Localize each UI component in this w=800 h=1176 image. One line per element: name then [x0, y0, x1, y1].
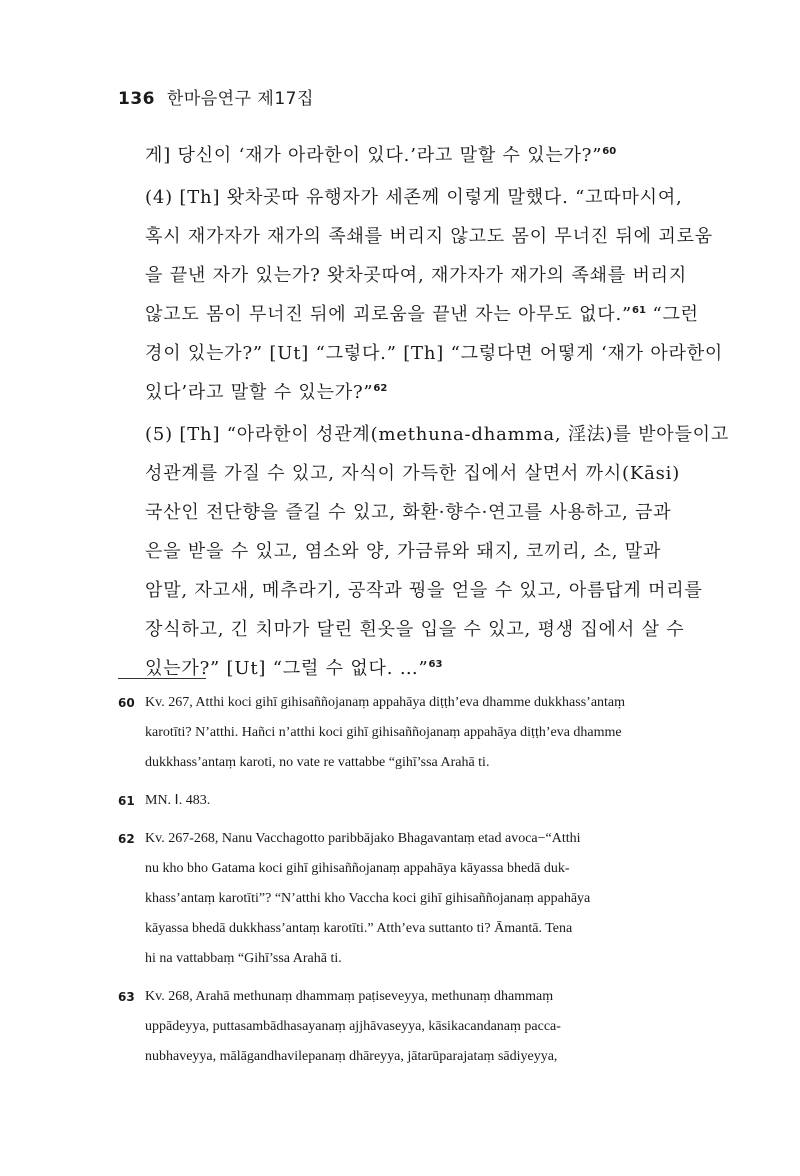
text-line-content: 암말, 자고새, 메추라기, 공작과 꿩을 얻을 수 있고, 아름답게 머리를 [145, 580, 703, 601]
text-line-content: 을 끝낸 자가 있는가? 왓차곳따여, 재가자가 재가의 족쇄를 버리지 [145, 265, 688, 286]
footnote-divider [118, 678, 206, 679]
text-line [145, 649, 665, 688]
footnote-line: nu kho bho Gatama koci gihī gihisaññojanaṃ appahāya kāyassa bhedā duk- [145, 861, 570, 876]
footnote-body [145, 688, 680, 778]
footnote-number: 63 [118, 990, 135, 1004]
main-text [145, 136, 730, 688]
footnote-reference[interactable]: 62 [373, 383, 388, 394]
text-line-content: (4) [Th] 왓차곳따 유행자가 세존께 이렇게 말했다. “고따마시여, [145, 187, 683, 208]
text-line [145, 532, 665, 571]
footnote-body [145, 824, 680, 974]
footnote-line: kāyassa bhedā dukkhass’antaṃ karotīti.” Atth’eva suttanto ti? Āmantā. Tena [145, 921, 573, 936]
text-line [145, 136, 665, 175]
footnote-line: hi na vattabbaṃ “Gihī’ssa Arahā ti. [145, 951, 342, 966]
footnote-body [145, 786, 680, 816]
text-line-tail: “그런 [645, 304, 699, 325]
text-line-content: 있는가?” [Ut] “그럴 수 없다. …” [145, 658, 429, 679]
footnote-number: 62 [118, 832, 135, 846]
footnote-line: MN. Ⅰ. 483. [145, 793, 211, 808]
footnote-number: 61 [118, 794, 135, 808]
text-line [145, 415, 730, 454]
text-line [145, 610, 685, 649]
text-line [145, 373, 665, 412]
footnote-reference[interactable]: 60 [602, 146, 617, 157]
page-number: 136 [118, 89, 155, 109]
text-line-content: 경이 있는가?” [Ut] “그렇다.” [Th] “그렇다면 어떻게 ‘재가 아라한이 [145, 343, 724, 364]
footnote-reference[interactable]: 61 [632, 305, 646, 316]
text-line-content: 성관계를 가질 수 있고, 자식이 가득한 집에서 살면서 까시(Kāsi) [145, 463, 681, 484]
footnotes [118, 688, 680, 1080]
footnote-line: karotīti? N’atthi. Hañci n’atthi koci gihī gihisaññojanaṃ appahāya diṭṭh’eva dhamme [145, 725, 622, 740]
text-line [145, 493, 672, 532]
text-line-content: 국산인 전단향을 즐길 수 있고, 화환·향수·연고를 사용하고, 금과 [145, 502, 672, 523]
text-line [145, 295, 699, 334]
text-line [145, 571, 703, 610]
text-line [145, 217, 713, 256]
text-line-content: 은을 받을 수 있고, 염소와 양, 가금류와 돼지, 코끼리, 소, 말과 [145, 541, 662, 562]
footnote-line: dukkhass’antaṃ karoti, no vate re vattabbe “gihī’ssa Arahā ti. [145, 755, 490, 770]
footnote-60 [118, 688, 680, 778]
running-head [118, 84, 314, 109]
text-line-content: 않고도 몸이 무너진 뒤에 괴로움을 끝낸 자는 아무도 없다.” [145, 304, 633, 325]
footnote-61 [118, 786, 680, 816]
journal-title: 한마음연구 제17집 [166, 89, 314, 109]
footnote-line: Kv. 268, Arahā methunaṃ dhammaṃ paṭiseveyya, methunaṃ dhammaṃ [145, 989, 554, 1004]
text-line [145, 454, 681, 493]
footnote-line: nubhaveyya, mālāgandhavilepanaṃ dhāreyya, jātarūparajataṃ sādiyeyya, [145, 1049, 558, 1064]
footnote-body [145, 982, 680, 1072]
text-line [145, 334, 724, 373]
footnote-line: uppādeyya, puttasambādhasayanaṃ ajjhāvaseyya, kāsikacandanaṃ pacca- [145, 1019, 561, 1034]
footnote-line: khass’antaṃ karotīti”? “N’atthi kho Vaccha koci gihī gihisaññojanaṃ appahāya [145, 891, 591, 906]
text-line-content: (5) [Th] “아라한이 성관계(methuna-dhamma, 淫法)를 받아들이고 [145, 424, 730, 445]
footnote-63 [118, 982, 680, 1072]
footnote-line: Kv. 267, Atthi koci gihī gihisaññojanaṃ appahāya diṭṭh’eva dhamme dukkhass’antaṃ [145, 695, 626, 710]
text-line [145, 256, 688, 295]
footnote-line: Kv. 267-268, Nanu Vacchagotto paribbājako Bhagavantaṃ etad avoca−“Atthi [145, 831, 581, 846]
text-line-content: 있다’라고 말할 수 있는가?” [145, 382, 374, 403]
footnote-number: 60 [118, 696, 135, 710]
text-line-content: 게] 당신이 ‘재가 아라한이 있다.’라고 말할 수 있는가?” [145, 145, 603, 166]
text-line-content: 장식하고, 긴 치마가 달린 흰옷을 입을 수 있고, 평생 집에서 살 수 [145, 619, 685, 640]
footnote-62 [118, 824, 680, 974]
text-line-content: 혹시 재가자가 재가의 족쇄를 버리지 않고도 몸이 무너진 뒤에 괴로움 [145, 226, 713, 247]
text-line [145, 178, 683, 217]
footnote-reference[interactable]: 63 [428, 659, 443, 670]
